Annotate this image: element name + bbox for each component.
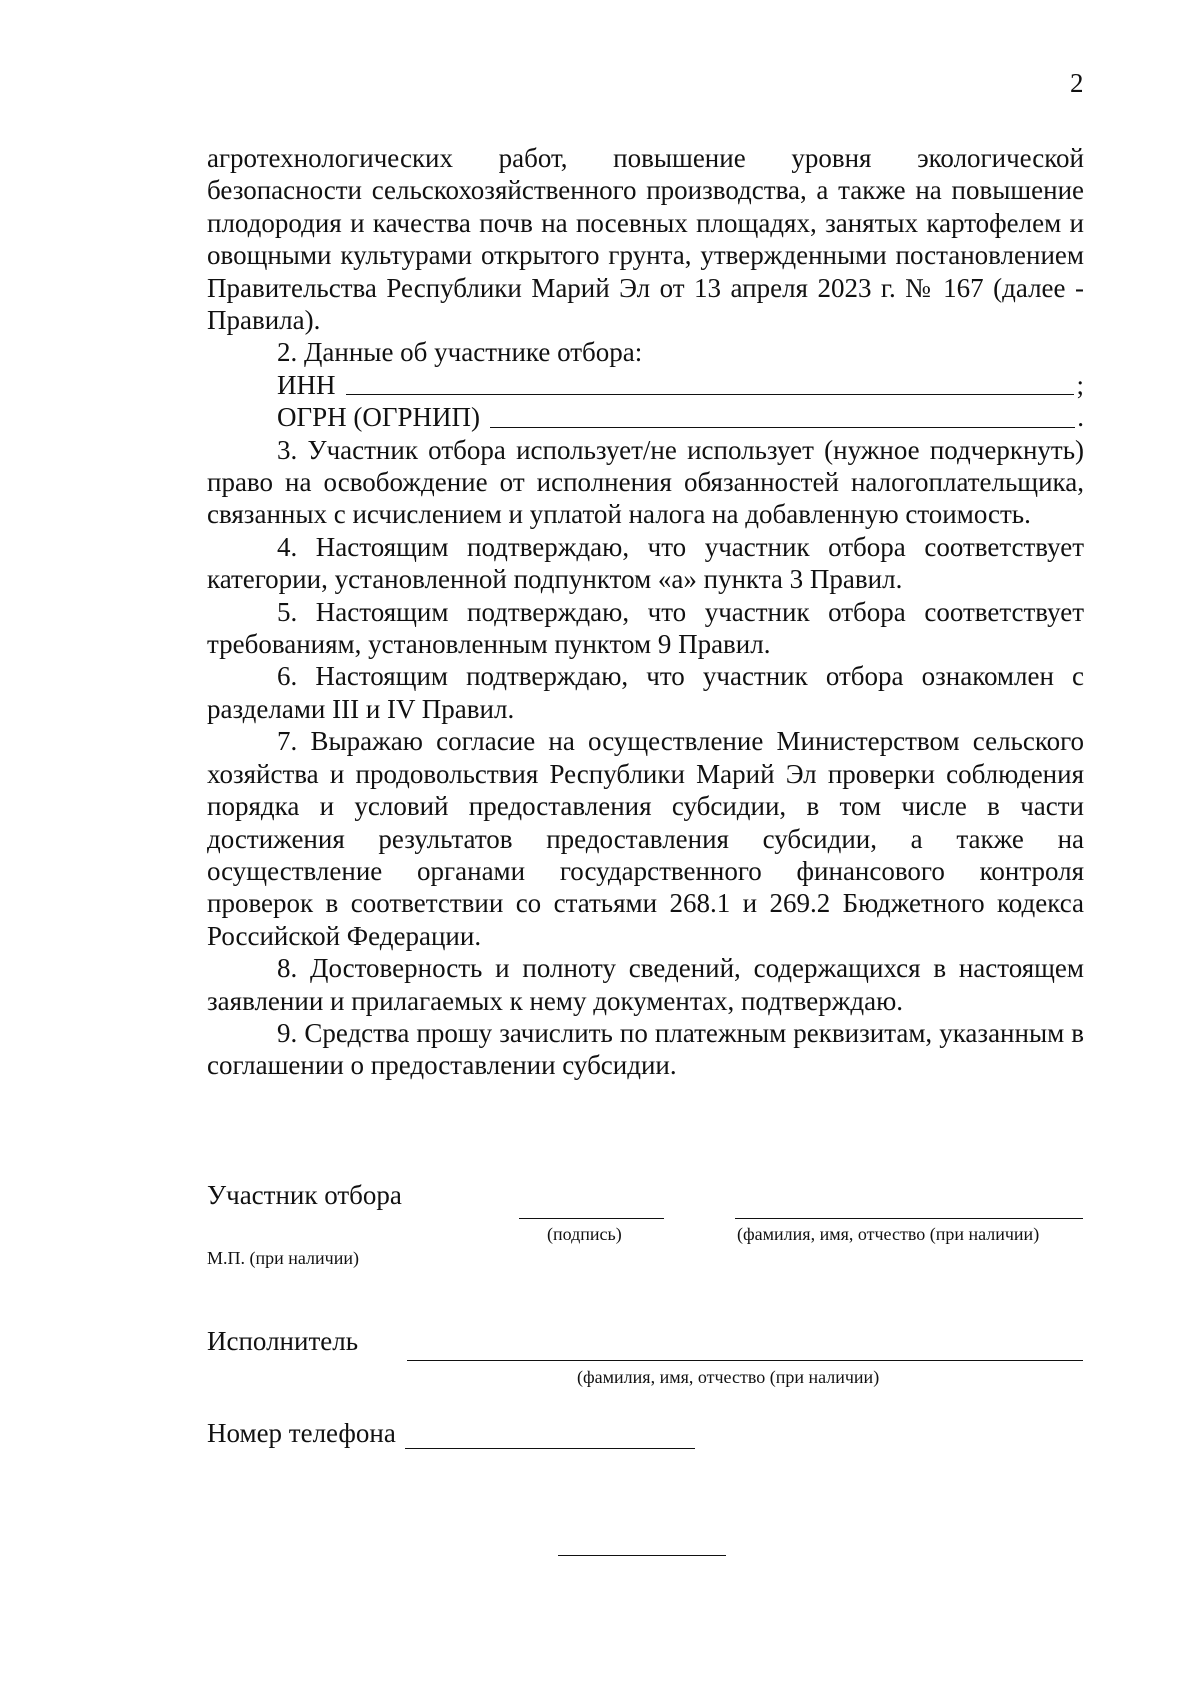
ogrn-field [207, 401, 1084, 433]
item-5: 5. Настоящим подтверждаю, что участник отбора соответствует требованиям, установленным пунктом 9 Правил. [207, 596, 1084, 660]
executor-fio-line[interactable] [407, 1360, 1083, 1361]
inn-field-end: ; [1076, 369, 1084, 400]
item-2-heading: 2. Данные об участнике отбора: [277, 337, 643, 368]
end-of-document-rule [558, 1555, 726, 1556]
signature-caption: (подпись) [547, 1224, 622, 1244]
document-body [207, 142, 1084, 1082]
executor-caption: (фамилия, имя, отчество (при наличии) [577, 1367, 880, 1387]
phone-line[interactable] [405, 1448, 695, 1449]
item-3: 3. Участник отбора использует/не использует (нужное подчеркнуть) право на освобождение от исполнения обязанностей налогоплательщика, связанных с исчислением и уплатой налога на добавленную стоимость. [207, 434, 1084, 530]
ogrn-label: ОГРН (ОГРНИП) [277, 402, 480, 433]
participant-label: Участник отбора [207, 1180, 402, 1210]
phone-label: Номер телефона [207, 1418, 396, 1448]
stamp-label: М.П. (при наличии) [207, 1248, 359, 1268]
signature-block [207, 1180, 1087, 1510]
fio-caption: (фамилия, имя, отчество (при наличии) [737, 1224, 1040, 1244]
ogrn-field-end: . [1077, 402, 1084, 433]
participant-signature-line[interactable] [519, 1218, 664, 1219]
inn-blank-line[interactable] [346, 393, 1075, 395]
inn-field [207, 369, 1084, 401]
item-9: 9. Средства прошу зачислить по платежным реквизитам, указанным в соглашении о предоставлении субсидии. [207, 1017, 1084, 1081]
executor-label: Исполнитель [207, 1326, 359, 1356]
item-7: 7. Выражаю согласие на осуществление Министерством сельского хозяйства и продовольствия Республики Марий Эл проверки соблюдения порядка и условий предоставления субсидии, в том числе в части достижения результатов предоставления субсидии, а также на осуществление органами государственного финансового контроля проверок в соответствии со статьями 268.1 и 269.2 Бюджетного кодекса Российской Федерации. [207, 726, 1084, 951]
page-number: 2 [1070, 68, 1084, 98]
participant-fio-line[interactable] [735, 1218, 1083, 1219]
intro-paragraph: агротехнологических работ, повышение уровня экологической безопасности сельскохозяйственного производства, а также на повышение плодородия и качества почв на посевных площадях, занятых картофелем и овощными культурами открытого грунта, утвержденными постановлением Правительства Республики Марий Эл от 13 апреля 2023 г. № 167 (далее - Правила). [207, 143, 1084, 336]
item-6: 6. Настоящим подтверждаю, что участник отбора ознакомлен с разделами III и IV Правил. [207, 661, 1084, 724]
inn-label: ИНН [277, 369, 336, 400]
item-8: 8. Достоверность и полноту сведений, содержащихся в настоящем заявлении и прилагаемых к нему документах, подтверждаю. [207, 953, 1084, 1016]
ogrn-blank-line[interactable] [490, 426, 1075, 428]
item-4: 4. Настоящим подтверждаю, что участник отбора соответствует категории, установленной подпунктом «а» пункта 3 Правил. [207, 531, 1084, 595]
